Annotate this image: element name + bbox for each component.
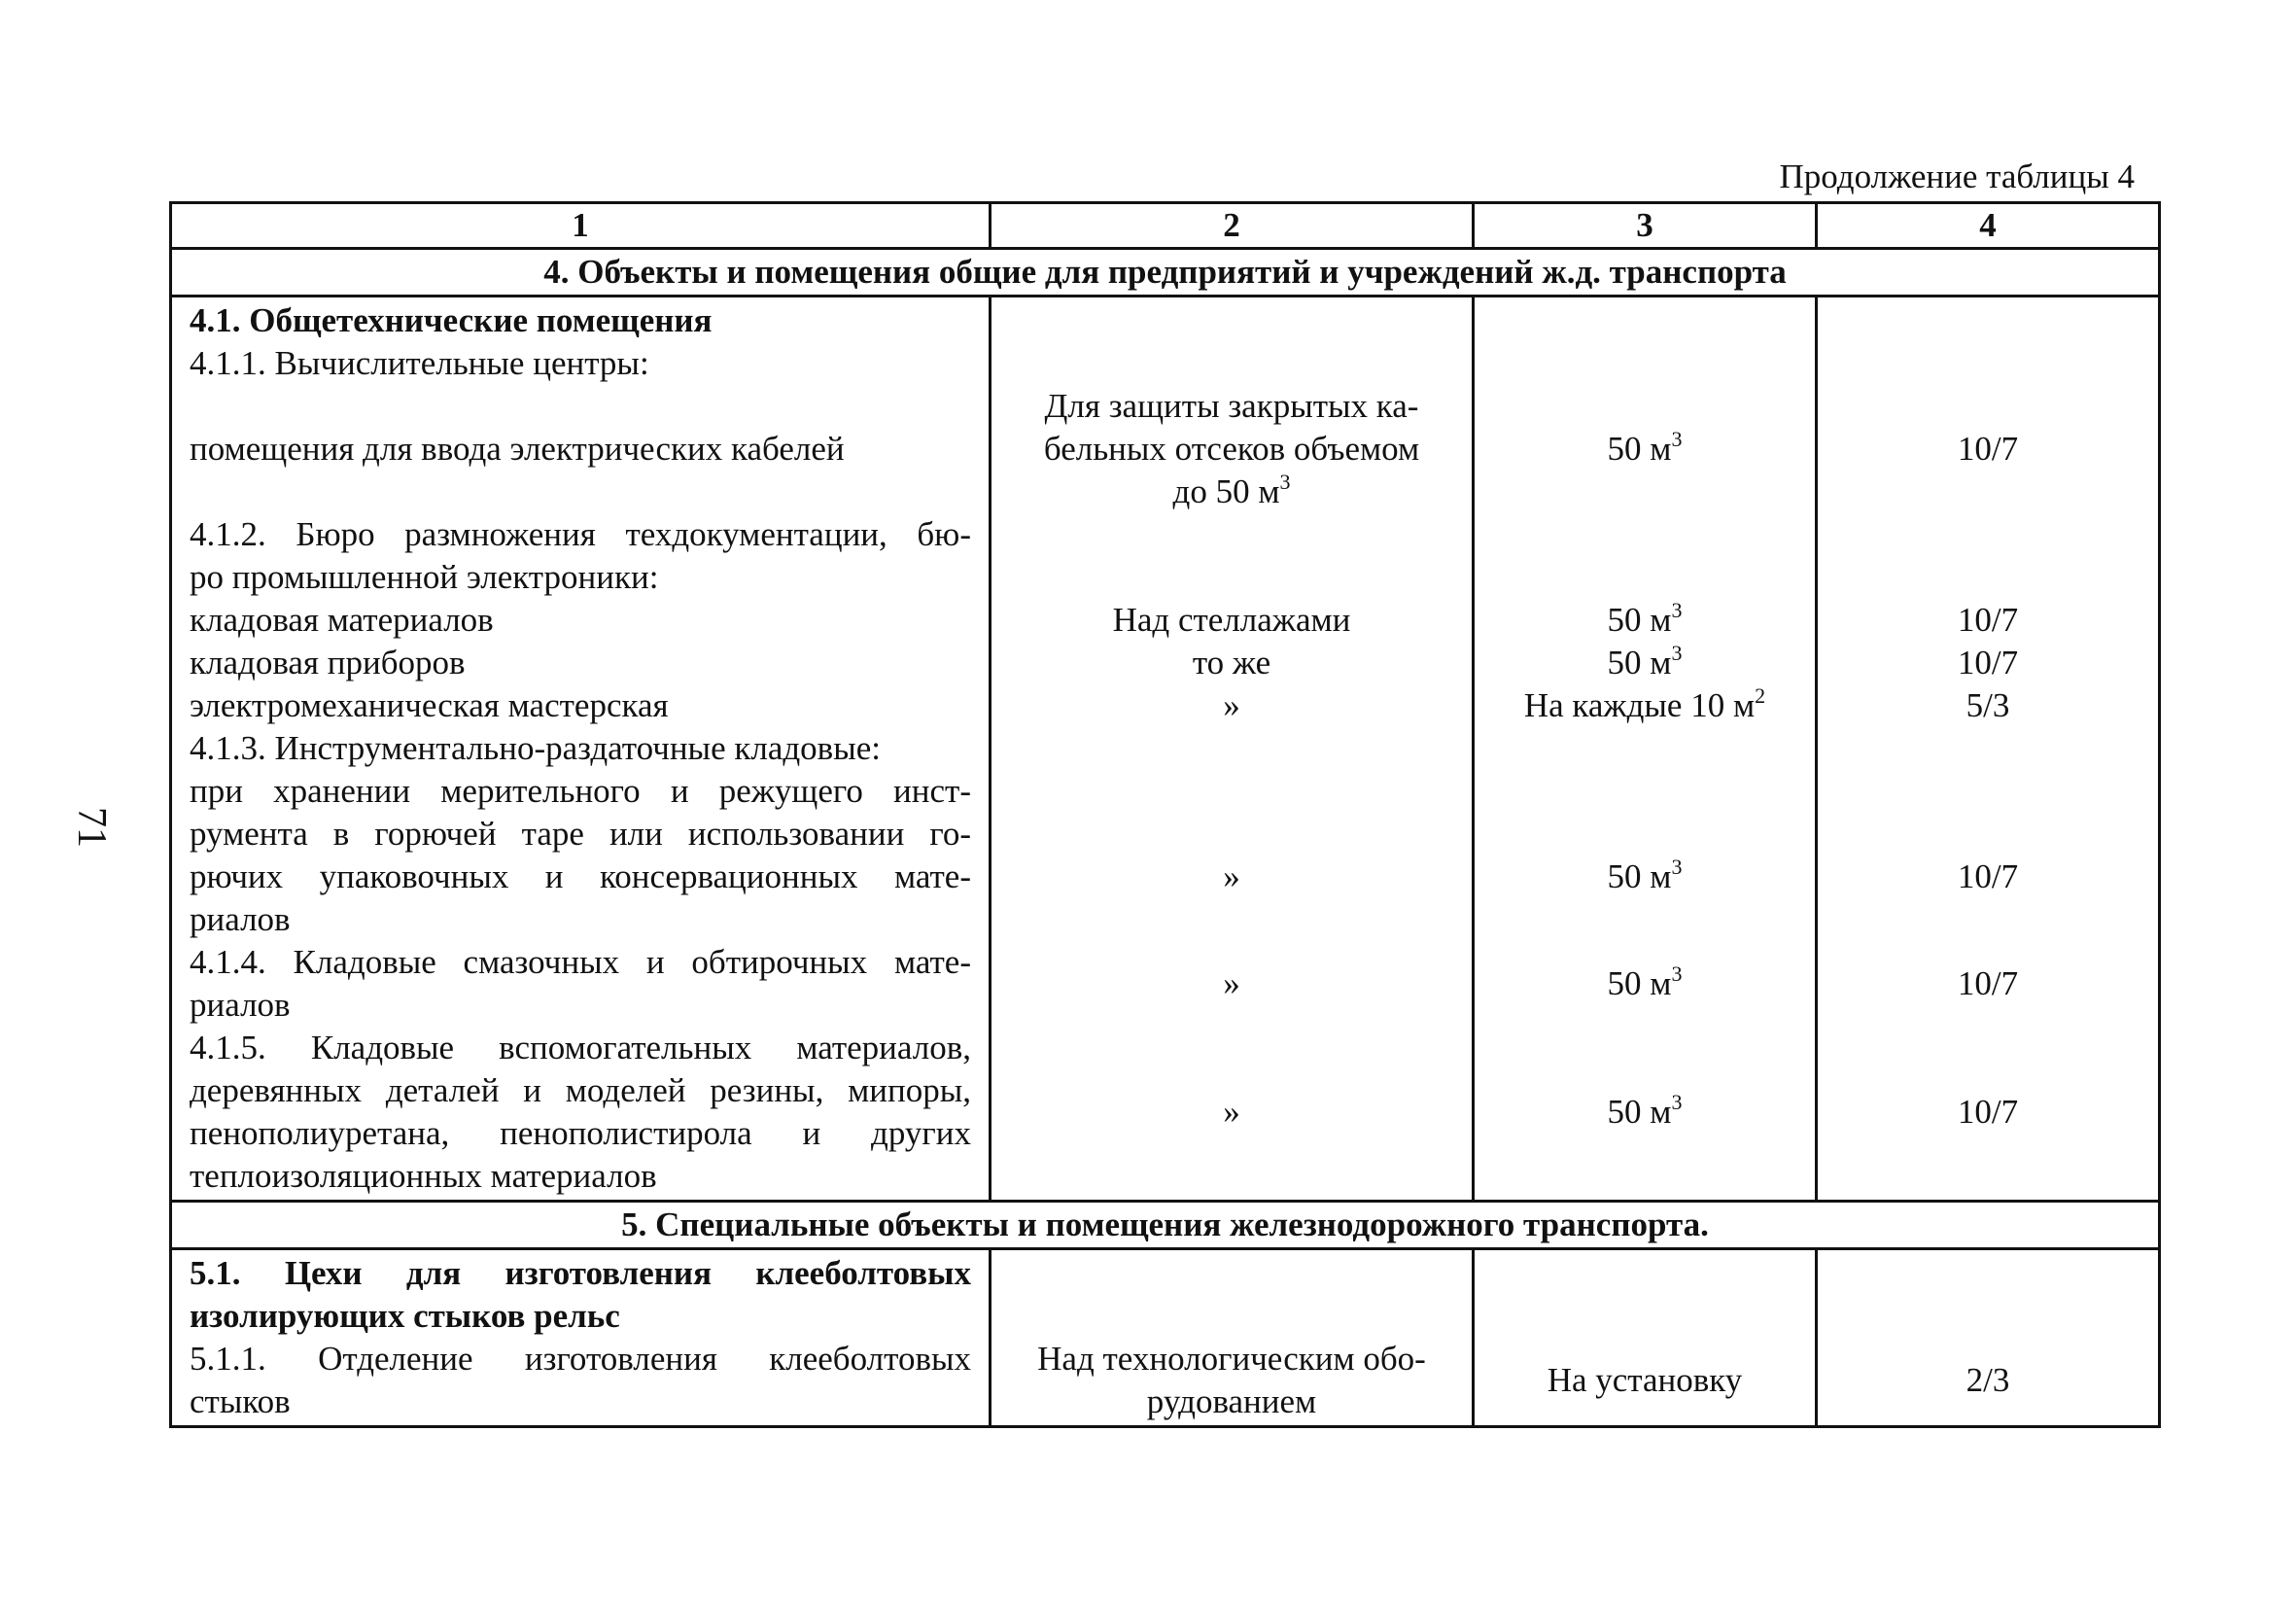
ratio-4-1-3: 10/7 (1957, 857, 2019, 895)
location-4-1-1-line-2: бельных отсеков объемом (1043, 430, 1420, 468)
norm-4-1-2-a: 50 $м^3$ (1607, 599, 1683, 639)
item-4-1-5-line-4: теплоизоляционных материалов (190, 1157, 657, 1195)
item-4-1-4-line-1: 4.1.4. Кладовые смазочных и обтирочных мате- (190, 943, 971, 981)
column-header-4: 4 (1817, 203, 2160, 249)
location-4-1-1-line-3: до 50 $м^3$ (1172, 471, 1291, 510)
location-4-1-3: » (1223, 857, 1240, 895)
item-4-1-2-b: кладовая приборов (190, 644, 466, 681)
ratio-5-1-1: 2/3 (1817, 1249, 2160, 1427)
table-continuation-note: Продолжение таблицы 4 (1779, 157, 2135, 195)
fire-protection-table (169, 201, 2161, 1428)
section-5-body-row (171, 1249, 2160, 1427)
item-4-1-3-line-3: румента в горючей таре или использовании го- (190, 815, 971, 853)
section-5-objects-cell (171, 1249, 991, 1427)
section-4-title: 4. Объекты и помещения общие для предприятий и учреждений ж.д. транспорта (171, 249, 2160, 297)
location-4-1-5: » (1223, 1093, 1240, 1131)
item-4-1-1: 4.1.1. Вычислительные центры: (190, 344, 649, 382)
location-4-1-4: » (1223, 964, 1240, 1002)
subsection-4-1-title: 4.1. Общетехнические помещения (190, 301, 713, 339)
item-4-1-2-line-1: 4.1.2. Бюро размножения техдокументации, бю- (190, 515, 971, 553)
item-4-1-2-line-2: ро промышленной электроники: (190, 558, 659, 596)
location-4-1-2-c: » (1223, 686, 1240, 724)
location-4-1-1-line-1: Для защиты закрытых ка- (1044, 387, 1419, 425)
item-4-1-5-line-2: деревянных деталей и моделей резины, мипоры, (190, 1071, 971, 1109)
location-4-1-2-b: то же (1192, 644, 1271, 681)
section-4-location-cell (991, 297, 1474, 1202)
item-4-1-3-line-2: при хранении мерительного и режущего инст- (190, 772, 971, 810)
section-4-ratio-cell (1817, 297, 2160, 1202)
norm-4-1-5: 50 $м^3$ (1607, 1091, 1683, 1131)
ratio-4-1-5: 10/7 (1957, 1093, 2019, 1131)
norm-5-1-1: На установку (1474, 1249, 1817, 1427)
item-4-1-4-line-2: риалов (190, 986, 291, 1024)
norm-4-1-2-b: 50 $м^3$ (1607, 642, 1683, 681)
item-4-1-5-line-3: пенополиуретана, пенополистирола и других (190, 1114, 971, 1152)
section-4-norm-cell (1474, 297, 1817, 1202)
item-4-1-3-line-4: рючих упаковочных и консервационных мате- (190, 857, 971, 895)
ratio-4-1-2-a: 10/7 (1957, 601, 2019, 639)
norm-4-1-3: 50 $м^3$ (1607, 856, 1683, 895)
location-5-1-1-line-2: рудованием (1146, 1382, 1317, 1420)
item-4-1-5-line-1: 4.1.5. Кладовые вспомогательных материалов, (190, 1029, 971, 1066)
subsection-5-1-title-line-1: 5.1. Цехи для изготовления клееболтовых (190, 1254, 971, 1292)
section-4-row (171, 249, 2160, 297)
item-4-1-3-line-5: риалов (190, 900, 291, 938)
section-5-row (171, 1202, 2160, 1249)
column-header-2: 2 (991, 203, 1474, 249)
item-4-1-3-line-1: 4.1.3. Инструментально-раздаточные кладовые: (190, 729, 881, 767)
section-4-body-row (171, 297, 2160, 1202)
ratio-4-1-4: 10/7 (1957, 964, 2019, 1002)
subsection-5-1-title-line-2: изолирующих стыков рельс (190, 1297, 620, 1335)
section-5-title: 5. Специальные объекты и помещения железнодорожного транспорта. (171, 1202, 2160, 1249)
item-5-1-1-line-1: 5.1.1. Отделение изготовления клееболтовых (190, 1340, 971, 1378)
page-number: 71 (69, 807, 114, 848)
section-5-location-cell (991, 1249, 1474, 1427)
column-header-1: 1 (171, 203, 991, 249)
item-4-1-2-a: кладовая материалов (190, 601, 494, 639)
table-header-row (171, 203, 2160, 249)
ratio-4-1-1: 10/7 (1957, 430, 2019, 468)
item-4-1-1-a: помещения для ввода электрических кабелей (190, 430, 845, 468)
location-5-1-1-line-1: Над технологическим обо- (1037, 1340, 1426, 1378)
section-4-objects-cell (171, 297, 991, 1202)
ratio-4-1-2-c: 5/3 (1966, 686, 2010, 724)
norm-4-1-1: 50 $м^3$ (1607, 428, 1683, 468)
item-5-1-1-line-2: стыков (190, 1382, 291, 1420)
ratio-4-1-2-b: 10/7 (1957, 644, 2019, 681)
column-header-3: 3 (1474, 203, 1817, 249)
item-4-1-2-c: электромеханическая мастерская (190, 686, 669, 724)
norm-4-1-2-c: На каждые 10 $м^2$ (1523, 684, 1766, 724)
norm-4-1-4: 50 $м^3$ (1607, 962, 1683, 1002)
location-4-1-2-a: Над стеллажами (1112, 601, 1351, 639)
